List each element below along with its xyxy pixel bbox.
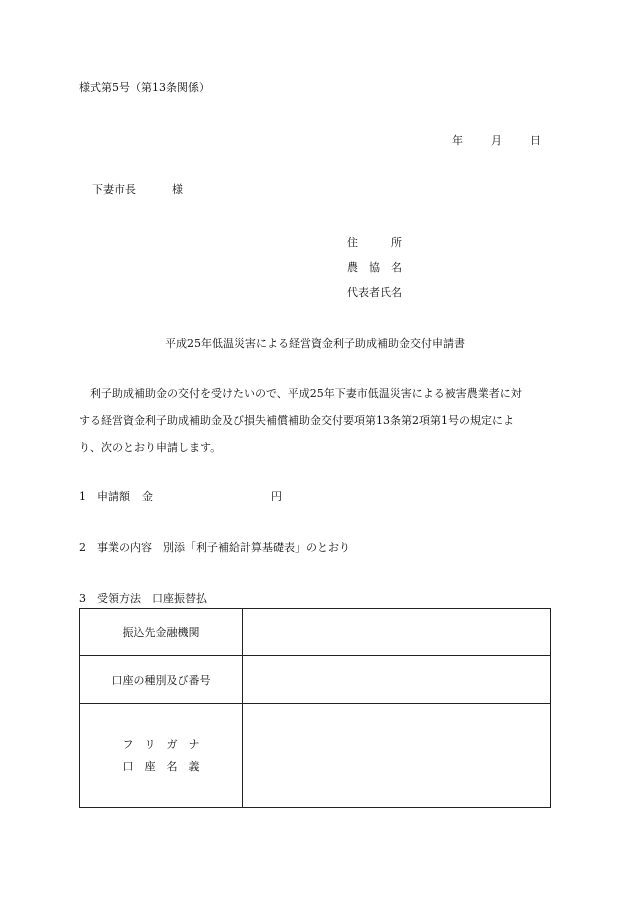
date-month-label: 月: [491, 134, 502, 147]
date-day-label: 日: [530, 134, 541, 147]
body-line: する経営資金利子助成補助金及び損失補償補助金交付要項第13条第2項第1号の規定によ: [79, 414, 514, 427]
document-title: 平成25年低温災害による経営資金利子助成補助金交付申請書: [165, 337, 465, 350]
form-number: 様式第5号（第13条関係）: [79, 81, 210, 94]
account-type-label: 口座の種別及び番号: [80, 656, 243, 704]
applicant-org-label: 農 協 名: [347, 261, 402, 274]
amount-prefix: 金: [142, 490, 153, 503]
bank-account-table: [79, 608, 551, 808]
body-paragraph: [79, 380, 551, 461]
account-holder-field[interactable]: [243, 704, 551, 808]
account-holder-label: [80, 704, 243, 808]
applicant-address-label: 住 所: [347, 236, 402, 249]
bank-name-field[interactable]: [243, 609, 551, 656]
amount-unit: 円: [271, 490, 282, 503]
bank-name-label: 振込先金融機関: [80, 609, 243, 656]
date-year-label: 年: [452, 134, 463, 147]
item-business-content: [79, 541, 350, 554]
item-number: 1: [79, 490, 86, 503]
addressee: [92, 183, 183, 196]
applicant-rep-label: 代表者氏名: [347, 286, 402, 299]
furigana-label: フ リ ガ ナ: [122, 737, 200, 751]
item-value: 口座振替払: [152, 592, 207, 605]
account-holder-name-label: 口 座 名 義: [122, 759, 200, 773]
item-value: 別添「利子補給計算基礎表」のとおり: [163, 541, 350, 554]
item-label: 受領方法: [97, 592, 141, 605]
addressee-name: 下妻市長: [92, 183, 136, 196]
item-number: 3: [79, 592, 86, 605]
table-row: [80, 704, 551, 808]
addressee-honorific: 様: [172, 183, 183, 196]
item-receipt-method: [79, 592, 207, 605]
table-row: [80, 609, 551, 656]
item-label: 申請額: [97, 490, 130, 503]
item-number: 2: [79, 541, 86, 554]
body-line: 利子助成補助金の交付を受けたいので、平成25年下妻市低温災害による被害農業者に対: [90, 387, 522, 400]
item-application-amount: [79, 490, 282, 503]
item-label: 事業の内容: [97, 541, 152, 554]
account-type-field[interactable]: [243, 656, 551, 704]
body-line: り、次のとおり申請します。: [79, 441, 222, 454]
date-line: [452, 134, 569, 147]
table-row: [80, 656, 551, 704]
